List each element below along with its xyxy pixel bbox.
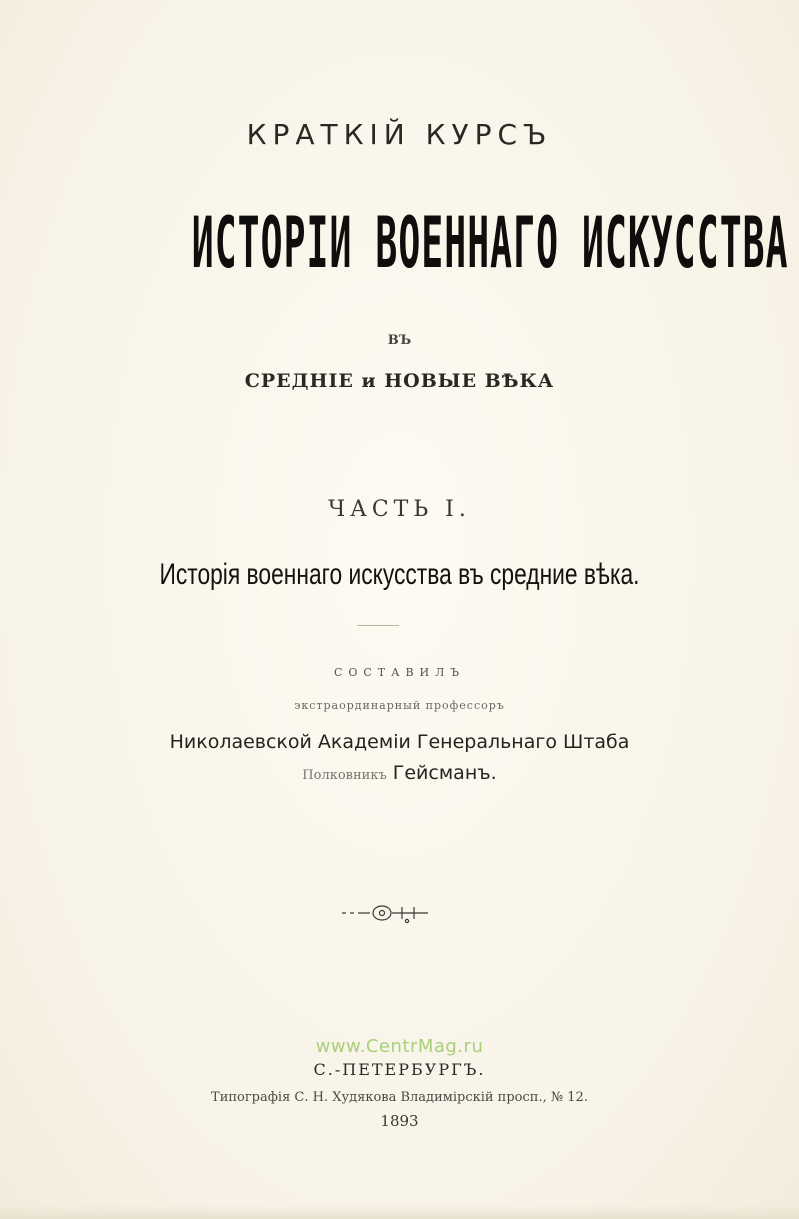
imprint-year: 1893 [380, 1112, 419, 1130]
imprint-printer: Типографiя С. Н. Худякова Владимiрскiй просп., № 12. [211, 1090, 588, 1105]
preposition-line: ВЪ [387, 333, 412, 348]
part-number: ЧАСТЬ I. [328, 497, 471, 522]
compiled-by-label: СОСТАВИЛЪ [333, 666, 466, 679]
author-name-line [0, 762, 799, 784]
vignette-ornament-icon [340, 901, 430, 925]
part-title: Исторiя военнаго искусства въ средние вѣка. [159, 558, 640, 591]
subtitle-ages: СРЕДНIЕ и НОВЫЕ ВѢКА [244, 370, 555, 392]
page-edge-shadow [0, 1205, 799, 1219]
main-title: ИСТОРIИ ВОЕННАГО ИСКУССТВА [191, 202, 789, 284]
author-name: Гейсманъ. [392, 762, 497, 784]
author-rank: Полковникъ [302, 768, 387, 783]
imprint-city: С.-ПЕТЕРБУРГЪ. [313, 1060, 486, 1079]
author-position: экстраординарный профессоръ [294, 699, 505, 712]
divider-rule [357, 625, 399, 626]
watermark-url: www.CentrMag.ru [315, 1036, 484, 1057]
author-academy: Николаевской Академiи Генеральнаго Штаба [169, 731, 630, 753]
heading-kratkiy-kurs: КРАТКIЙ КУРСЪ [246, 118, 553, 151]
